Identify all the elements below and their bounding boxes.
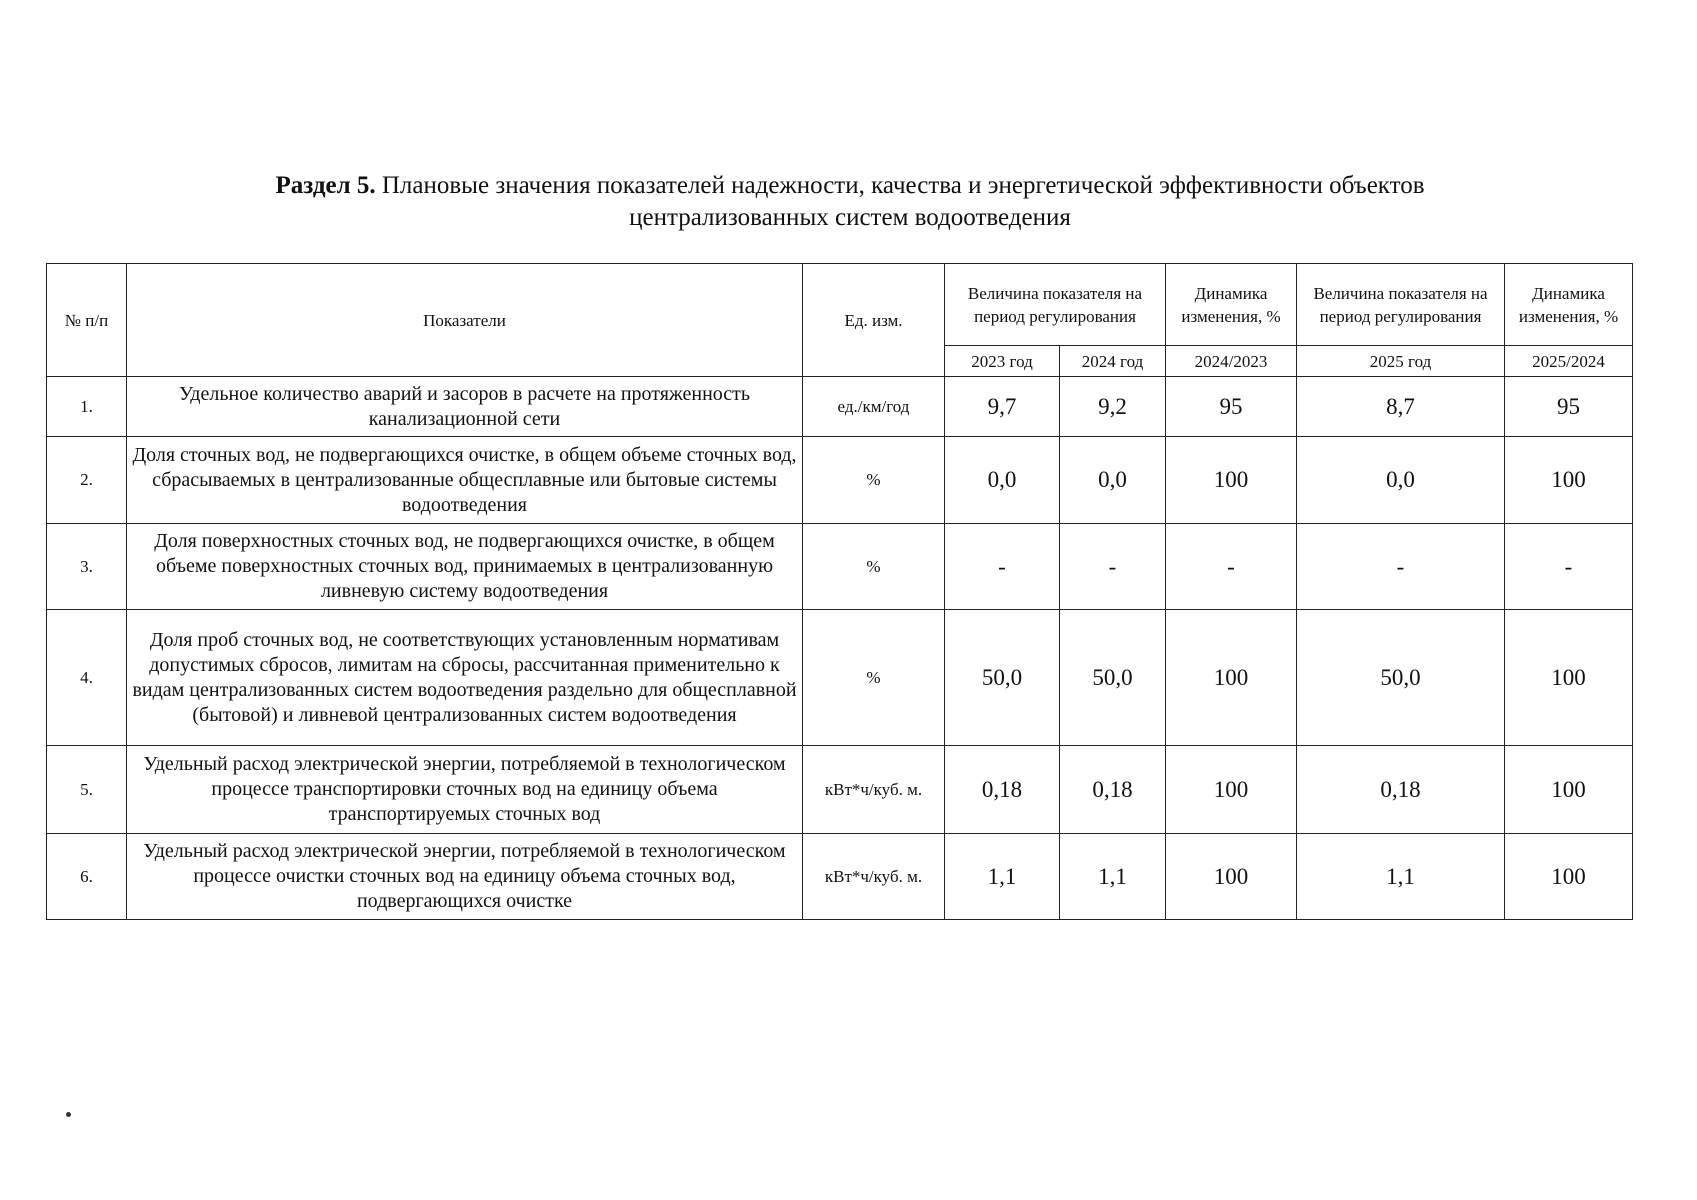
value-2024: 0,0: [1060, 437, 1166, 524]
row-indicator: Доля поверхностных сточных вод, не подвергающихся очистке, в общем объеме поверхностных сточных вод, принимаемых в централизованную ливневую систему водоотведения: [127, 524, 803, 610]
value-2025: 1,1: [1297, 834, 1505, 920]
table-row: [47, 437, 1633, 524]
dynamics-2025-2024: 100: [1505, 834, 1633, 920]
title-line-2: централизованных систем водоотведения: [629, 204, 1071, 231]
dynamics-2024-2023: 100: [1166, 834, 1297, 920]
dynamics-2024-2023: 100: [1166, 610, 1297, 746]
dynamics-2025-2024: 100: [1505, 610, 1633, 746]
row-unit: кВт*ч/куб. м.: [803, 746, 945, 834]
dynamics-2024-2023: 100: [1166, 746, 1297, 834]
value-2023: 0,18: [945, 746, 1060, 834]
header-value-period-2: Величина показателя на период регулирования: [1297, 264, 1505, 346]
dynamics-2024-2023: 100: [1166, 437, 1297, 524]
row-num: 3.: [47, 524, 127, 610]
header-dynamics-1: Динамика изменения, %: [1166, 264, 1297, 346]
table-row: [47, 834, 1633, 920]
table-row: [47, 524, 1633, 610]
dynamics-2025-2024: 100: [1505, 746, 1633, 834]
scan-speck: [66, 1112, 71, 1117]
dynamics-2025-2024: -: [1505, 524, 1633, 610]
header-ratio-2: 2025/2024: [1505, 346, 1633, 377]
section-label: Раздел 5.: [275, 172, 376, 199]
row-unit: ед./км/год: [803, 377, 945, 437]
value-2025: 0,18: [1297, 746, 1505, 834]
row-num: 1.: [47, 377, 127, 437]
row-indicator: Доля сточных вод, не подвергающихся очистке, в общем объеме сточных вод, сбрасываемых в централизованные общесплавные или бытовые системы водоотведения: [127, 437, 803, 524]
value-2023: 0,0: [945, 437, 1060, 524]
row-unit: кВт*ч/куб. м.: [803, 834, 945, 920]
row-num: 6.: [47, 834, 127, 920]
value-2024: 9,2: [1060, 377, 1166, 437]
row-unit: %: [803, 437, 945, 524]
header-indicator: Показатели: [127, 264, 803, 377]
page-title: [120, 170, 1580, 234]
value-2025: 8,7: [1297, 377, 1505, 437]
title-text: Плановые значения показателей надежности, качества и энергетической эффективности объектов: [375, 172, 1425, 199]
row-unit: %: [803, 610, 945, 746]
header-year-2025: 2025 год: [1297, 346, 1505, 377]
value-2024: 50,0: [1060, 610, 1166, 746]
row-unit: %: [803, 524, 945, 610]
row-indicator: Удельное количество аварий и засоров в расчете на протяженность канализационной сети: [127, 377, 803, 437]
row-indicator: Доля проб сточных вод, не соответствующих установленным нормативам допустимых сбросов, лимитам на сбросы, рассчитанная применительно к видам централизованных систем водоотведения раздельно для общесплавной (бытовой) и ливневой централизованных систем водоотведения: [127, 610, 803, 746]
value-2023: -: [945, 524, 1060, 610]
row-indicator: Удельный расход электрической энергии, потребляемой в технологическом процессе очистки сточных вод на единицу объема сточных вод, подвергающихся очистке: [127, 834, 803, 920]
value-2023: 50,0: [945, 610, 1060, 746]
header-value-period-1: Величина показателя на период регулирования: [945, 264, 1166, 346]
dynamics-2024-2023: 95: [1166, 377, 1297, 437]
header-year-2024: 2024 год: [1060, 346, 1166, 377]
header-ratio-1: 2024/2023: [1166, 346, 1297, 377]
header-year-2023: 2023 год: [945, 346, 1060, 377]
value-2023: 9,7: [945, 377, 1060, 437]
row-num: 2.: [47, 437, 127, 524]
row-num: 4.: [47, 610, 127, 746]
title-line-1: [120, 170, 1580, 202]
dynamics-2025-2024: 95: [1505, 377, 1633, 437]
value-2024: -: [1060, 524, 1166, 610]
table-row: [47, 746, 1633, 834]
dynamics-2025-2024: 100: [1505, 437, 1633, 524]
header-unit: Ед. изм.: [803, 264, 945, 377]
header-num: № п/п: [47, 264, 127, 377]
row-indicator: Удельный расход электрической энергии, потребляемой в технологическом процессе транспортировки сточных вод на единицу объема транспортируемых сточных вод: [127, 746, 803, 834]
indicators-table: [46, 263, 1633, 920]
value-2025: 50,0: [1297, 610, 1505, 746]
header-dynamics-2: Динамика изменения, %: [1505, 264, 1633, 346]
dynamics-2024-2023: -: [1166, 524, 1297, 610]
table-row: [47, 610, 1633, 746]
value-2025: 0,0: [1297, 437, 1505, 524]
value-2024: 1,1: [1060, 834, 1166, 920]
row-num: 5.: [47, 746, 127, 834]
table-row: [47, 377, 1633, 437]
value-2023: 1,1: [945, 834, 1060, 920]
value-2024: 0,18: [1060, 746, 1166, 834]
value-2025: -: [1297, 524, 1505, 610]
